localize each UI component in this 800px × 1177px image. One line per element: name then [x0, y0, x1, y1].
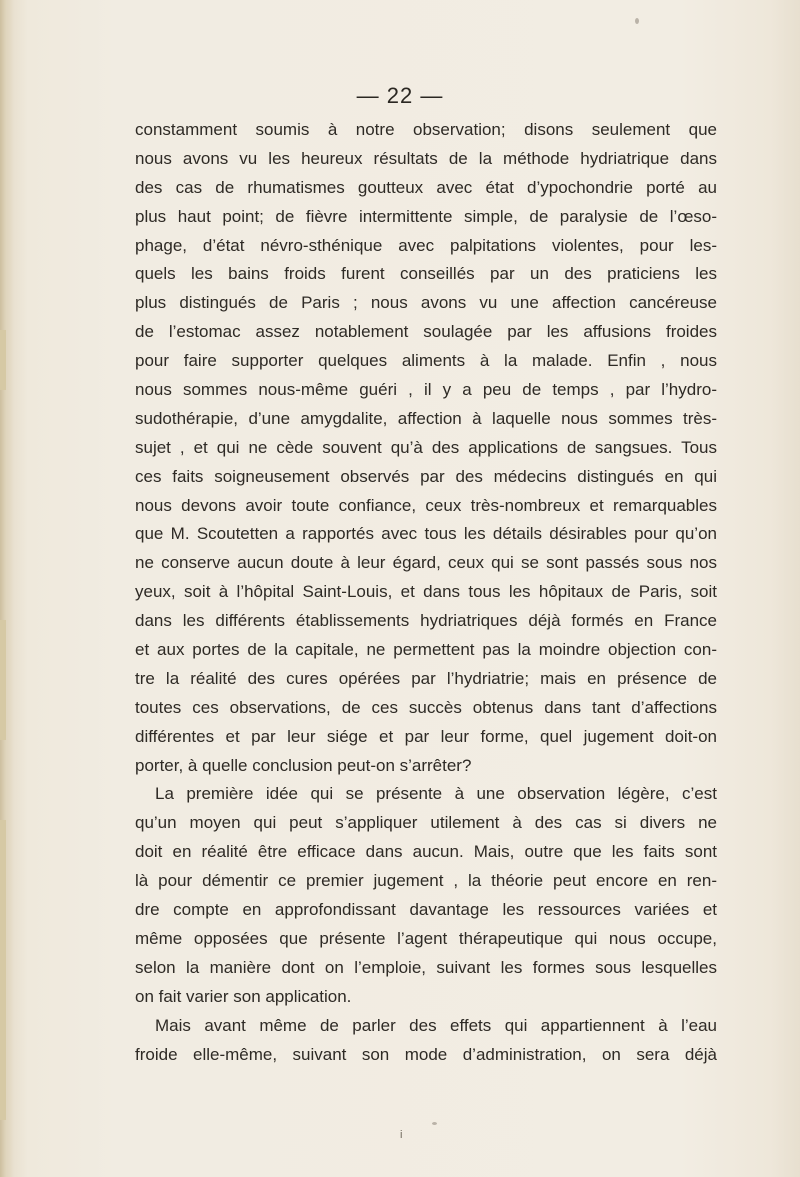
text-line: plus haut point; de fièvre intermittente simple, de paralysie de l’œso- [135, 206, 717, 226]
text-line: et aux portes de la capitale, ne permettent pas la moindre objection con- [135, 640, 717, 660]
text-line: phage, d’état névro-sthénique avec palpitations violentes, pour les- [135, 235, 717, 255]
page-number-header: — 22 — [356, 83, 444, 108]
text-line: plus distingués de Paris ; nous avons vu une affection cancéreuse [135, 293, 717, 313]
paper-speck [635, 18, 639, 24]
signature-mark: i [400, 1129, 403, 1141]
text-line: froide elle-même, suivant son mode d’administration, on sera déjà [135, 1044, 717, 1064]
text-line: ne conserve aucun doute à leur égard, ceux qui se sont passés sous nos [135, 553, 717, 573]
text-line: sujet , et qui ne cède souvent qu’à des applications de sangsues. Tous [135, 437, 717, 457]
text-line: dans les différents établissements hydriatriques déjà formés en France [135, 611, 717, 631]
text-line: toutes ces observations, de ces succès obtenus dans tant d’affections [135, 697, 717, 717]
text-line: sudothérapie, d’une amygdalite, affection à laquelle nous sommes très- [135, 408, 717, 428]
text-line: La première idée qui se présente à une observation légère, c’est [155, 784, 717, 804]
text-line: qu’un moyen qui peut s’appliquer utilement à des cas si divers ne [135, 813, 717, 833]
text-line: dre compte en approfondissant davantage les ressources variées et [135, 900, 717, 920]
body-text [135, 116, 717, 1069]
text-line: yeux, soit à l’hôpital Saint-Louis, et dans tous les hôpitaux de Paris, soit [135, 582, 717, 602]
text-line: quels les bains froids furent conseillés par un des praticiens les [135, 264, 717, 284]
text-line: de l’estomac assez notablement soulagée par les affusions froides [135, 322, 717, 342]
text-line: Mais avant même de parler des effets qui appartiennent à l’eau [155, 1015, 717, 1035]
text-line: là pour démentir ce premier jugement , la théorie peut encore en ren- [135, 871, 717, 891]
text-line: même opposées que présente l’agent thérapeutique qui nous occupe, [135, 928, 717, 948]
page-edge-stain [0, 620, 6, 740]
text-line: porter, à quelle conclusion peut-on s’arrêter? [135, 755, 472, 775]
text-line: pour faire supporter quelques aliments à la malade. Enfin , nous [135, 351, 717, 371]
page-edge-stain [0, 820, 6, 1120]
text-line: des cas de rhumatismes goutteux avec état d’ypochondrie porté au [135, 177, 717, 197]
paper-speck [432, 1122, 437, 1125]
text-line: on fait varier son application. [135, 986, 352, 1006]
text-line: nous sommes nous-même guéri , il y a peu de temps , par l’hydro- [135, 380, 717, 400]
text-line: constamment soumis à notre observation; disons seulement que [135, 120, 717, 139]
text-line: différentes et par leur siége et par leur forme, quel jugement doit-on [135, 726, 717, 746]
page-edge-stain [0, 330, 6, 390]
text-line: ces faits soigneusement observés par des médecins distingués en qui [135, 466, 717, 486]
text-line: que M. Scoutetten a rapportés avec tous les détails désirables pour qu’on [135, 524, 717, 544]
text-line: selon la manière dont on l’emploie, suivant les formes sous lesquelles [135, 957, 717, 977]
text-line: tre la réalité des cures opérées par l’hydriatrie; mais en présence de [135, 668, 717, 688]
text-line: doit en réalité être efficace dans aucun. Mais, outre que les faits sont [135, 842, 717, 862]
text-line: nous avons vu les heureux résultats de la méthode hydriatrique dans [135, 148, 717, 168]
text-line: nous devons avoir toute confiance, ceux très-nombreux et remarquables [135, 495, 717, 515]
